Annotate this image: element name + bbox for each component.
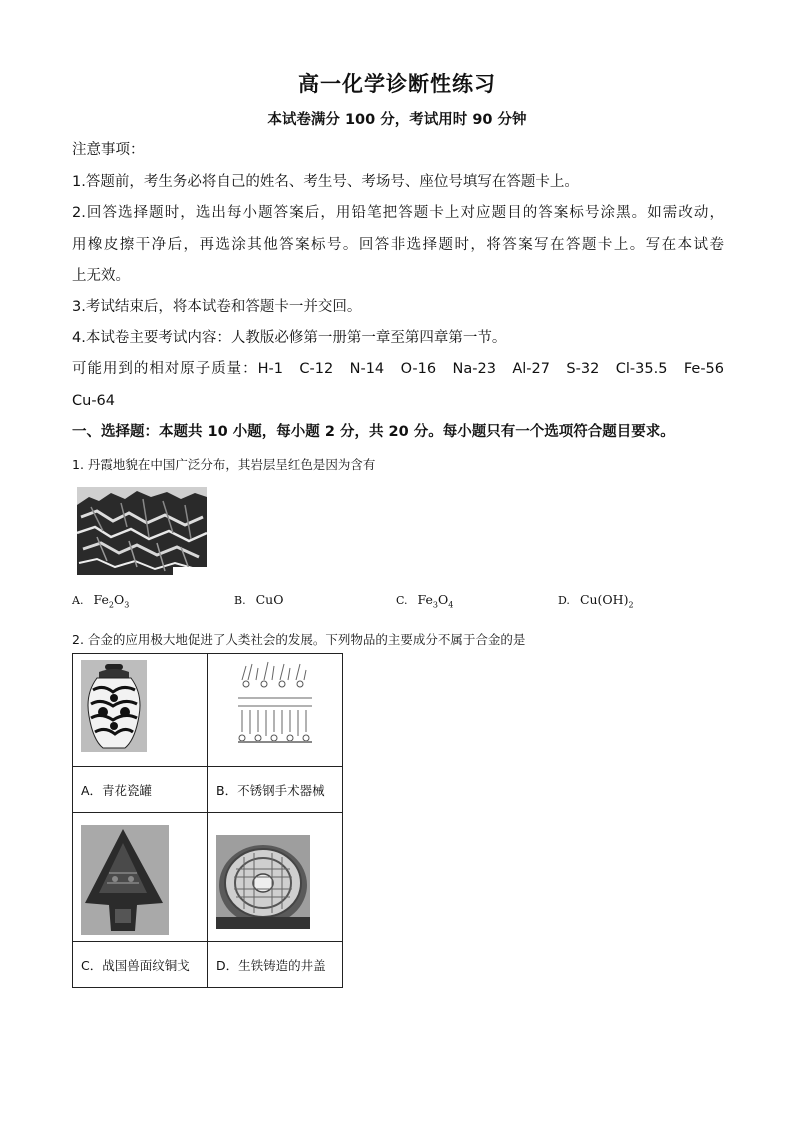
question-2-table: [72, 653, 343, 988]
atomic-mass-line-1: 可能用到的相对原子质量：H-1 C-12 N-14 O-16 Na-23 Al-27 S-32 Cl-35.5 Fe-56: [72, 361, 724, 377]
surgical-instruments-image: [208, 654, 342, 766]
cell-image-b: [208, 654, 343, 767]
notes-item-3: 3.考试结束后，将本试卷和答题卡一并交回。: [72, 299, 362, 315]
question-1-stem: 1. 丹霞地貌在中国广泛分布，其岩层呈红色是因为含有: [72, 457, 376, 472]
option-d[interactable]: D. $Cu(OH)_2$: [558, 592, 634, 610]
page-title: 高一化学诊断性练习: [298, 72, 496, 96]
notes-item-2-line-2: 用橡皮擦干净后，再选涂其他答案标号。回答非选择题时，将答案写在答题卡上。写在本试卷: [72, 237, 724, 253]
atomic-mass-line-2: Cu-64: [72, 393, 115, 409]
caption-b: B．不锈钢手术器械: [208, 767, 343, 813]
notes-item-2-line-3: 上无效。: [72, 268, 130, 284]
cell-image-d: [208, 813, 343, 942]
caption-a: A．青花瓷罐: [73, 767, 208, 813]
bronze-dagger-axe-image: [73, 813, 207, 941]
cell-image-a: [73, 654, 208, 767]
question-2-stem: 2. 合金的应用极大地促进了人类社会的发展。下列物品的主要成分不属于合金的是: [72, 632, 526, 647]
danxia-landform-photo: [77, 487, 207, 575]
caption-c: C．战国兽面纹铜戈: [73, 942, 208, 988]
porcelain-jar-image: [73, 654, 207, 766]
option-a[interactable]: A. $Fe_2O_3$: [72, 592, 130, 610]
section-1-heading: 一、选择题：本题共 10 小题，每小题 2 分，共 20 分。每小题只有一个选项符合题目要求。: [72, 424, 675, 440]
page-subtitle: 本试卷满分 100 分，考试用时 90 分钟: [267, 112, 527, 128]
cast-iron-manhole-cover-image: [208, 813, 342, 941]
notes-heading: 注意事项：: [72, 142, 145, 158]
cell-image-c: [73, 813, 208, 942]
option-c[interactable]: C. $Fe_3O_4$: [396, 592, 454, 610]
caption-d: D．生铁铸造的井盖: [208, 942, 343, 988]
option-b[interactable]: B. CuO: [234, 592, 284, 607]
notes-item-1: 1.答题前，考生务必将自己的姓名、考生号、考场号、座位号填写在答题卡上。: [72, 174, 579, 190]
notes-item-2-line-1: 2.回答选择题时，选出每小题答案后，用铅笔把答题卡上对应题目的答案标号涂黑。如需改动，: [72, 205, 724, 221]
notes-item-4: 4.本试卷主要考试内容：人教版必修第一册第一章至第四章第一节。: [72, 330, 507, 346]
